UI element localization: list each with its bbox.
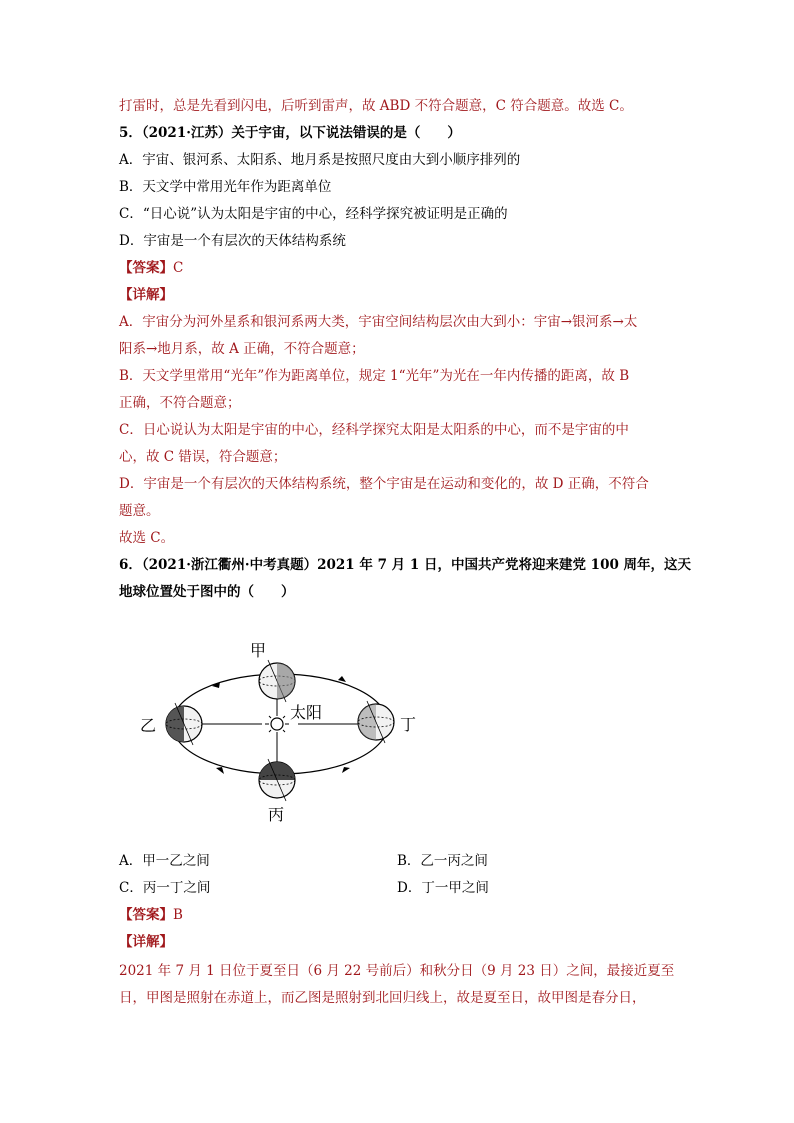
question-5-option-b: B．天文学中常用光年作为距离单位: [119, 179, 332, 195]
detail-tag: 【详解】: [119, 934, 173, 950]
question-5-stem: 5．（2021·江苏）关于宇宙，以下说法错误的是（ ）: [119, 125, 461, 141]
answer-5: [119, 259, 183, 277]
earth-bing: [259, 759, 295, 801]
label-jia: 甲: [250, 643, 267, 660]
arrow-icon: [342, 767, 350, 773]
detail-tag: 【详解】: [119, 287, 173, 303]
answer-tag: 【答案】: [119, 907, 173, 923]
arrow-icon: [338, 676, 346, 682]
label-yi: 乙: [140, 718, 157, 735]
question-6-option-d: D．丁一甲之间: [397, 880, 489, 896]
explanation-line: 正确，不符合题意；: [119, 395, 241, 411]
question-6-stem: 6．（2021·浙江衢州·中考真题）2021 年 7 月 1 日，中国共产党将迎来建党 100 周年，这天: [119, 557, 692, 573]
sun-icon: [265, 712, 289, 736]
explanation-line: C．日心说认为太阳是宇宙的中心，经科学探究太阳是太阳系的中心，而不是宇宙的中: [119, 422, 629, 438]
earth-jia: [259, 660, 295, 702]
question-5-option-a: A．宇宙、银河系、太阳系、地月系是按照尺度由大到小顺序排列的: [119, 152, 521, 168]
answer-value: B: [173, 907, 183, 923]
question-5-option-c: C．“日心说”认为太阳是宇宙的中心，经科学探究被证明是正确的: [119, 206, 508, 222]
question-6-option-b: B．乙一丙之间: [397, 853, 488, 869]
question-6-option-a: A．甲一乙之间: [119, 853, 210, 869]
earth-orbit-diagram: [140, 628, 430, 828]
question-6-option-c: C．丙一丁之间: [119, 880, 211, 896]
earth-ding: [358, 701, 394, 743]
arrow-icon: [216, 767, 224, 774]
explanation-line: 日，甲图是照射在赤道上，而乙图是照射到北回归线上，故是夏至日，故甲图是春分日，: [119, 990, 646, 1006]
explanation-line: 阳系→地月系，故 A 正确，不符合题意；: [119, 341, 365, 357]
explanation-line: B．天文学里常用“光年”作为距离单位，规定 1“光年”为光在一年内传播的距离，故 B: [119, 368, 630, 384]
question-6-stem-cont: 地球位置处于图中的（ ）: [119, 584, 295, 600]
question-5-option-d: D．宇宙是一个有层次的天体结构系统: [119, 233, 346, 249]
explanation-line: D．宇宙是一个有层次的天体结构系统，整个宇宙是在运动和变化的，故 D 正确，不符合: [119, 476, 649, 492]
earth-yi: [166, 703, 202, 745]
answer-value: C: [173, 260, 184, 276]
label-bing: 丙: [268, 807, 285, 824]
explanation-line: 2021 年 7 月 1 日位于夏至日（6 月 22 号前后）和秋分日（9 月 23 日）之间，最接近夏至: [119, 963, 675, 979]
explanation-line: 题意。: [119, 503, 160, 519]
explanation-line: 心，故 C 错误，符合题意；: [119, 449, 287, 465]
explanation-line: A．宇宙分为河外星系和银河系两大类，宇宙空间结构层次由大到小：宇宙→银河系→太: [119, 314, 638, 330]
answer-tag: 【答案】: [119, 260, 173, 276]
text-line: 打雷时，总是先看到闪电，后听到雷声，故 ABD 不符合题意，C 符合题意。故选 C。: [119, 98, 633, 114]
sun-label: 太阳: [290, 705, 323, 722]
explanation-line: 故选 C。: [119, 530, 175, 546]
label-ding: 丁: [400, 717, 417, 734]
answer-6: [119, 906, 183, 924]
